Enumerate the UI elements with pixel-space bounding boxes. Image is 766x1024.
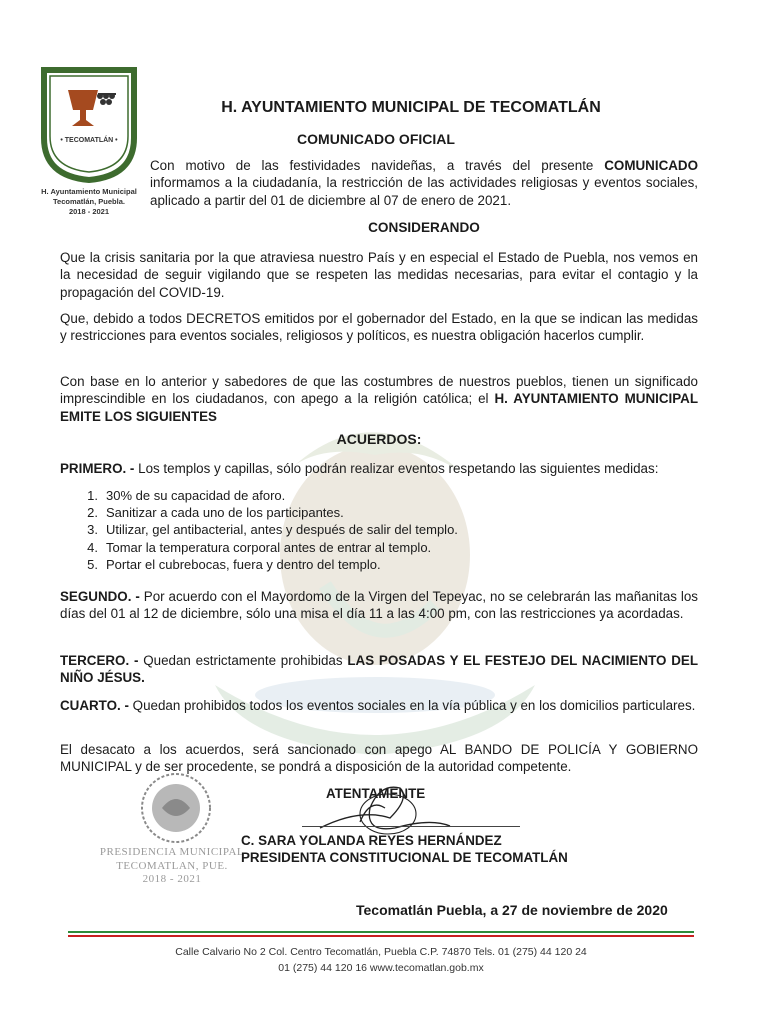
list-number: 2. [87,505,98,521]
logo-badge-text: • TECOMATLÁN • [60,137,118,144]
intro-text-end: informamos a la ciudadanía, la restricción de las actividades religiosas y eventos sociales, aplicado a partir del 01 de diciembre al 07 de enero de 2021. [150,175,698,208]
cuarto-paragraph [60,697,698,714]
list-number: 3. [87,522,98,538]
list-item [80,556,680,573]
tercero-label: TERCERO. - [60,653,139,668]
segundo-text: Por acuerdo con el Mayordomo de la Virgen del Tepeyac, no se celebrarán las mañanitas los días del 01 al 12 de diciembre, sólo una misa el día 11 a las 4:00 pm, con las restricciones ya acordadas. [60,589,699,622]
logo-caption-line: 2018 - 2021 [68,207,110,216]
intro-paragraph [150,157,698,209]
list-text: Utilizar, gel antibacterial, antes y después de salir del templo. [106,522,458,538]
tercero-paragraph [60,652,698,687]
paragraph-bold: H. AYUNTAMIENTO MUNICIPAL EMITE LOS SIGUIENTES [60,391,699,424]
tercero-text: Quedan estrictamente prohibidas [138,653,348,668]
list-text: 30% de su capacidad de aforo. [106,488,286,503]
seal-line: PRESIDENCIA MUNICIPAL [99,846,245,858]
signer-block [241,832,568,866]
medidas-list [80,487,680,573]
primero-label: PRIMERO. - [60,461,135,476]
atentamente-label: ATENTAMENTE [326,786,426,801]
considerando-paragraph-3 [60,373,698,425]
municipal-logo [40,66,138,184]
dateline: Tecomatlán Puebla, a 27 de noviembre de 2020 [356,902,668,918]
signer-position: PRESIDENTA CONSTITUCIONAL DE TECOMATLÁN [241,850,568,865]
footer-stripe-red [68,935,694,937]
segundo-label: SEGUNDO. - [60,589,140,604]
list-item [80,539,680,556]
list-text: Portar el cubrebocas, fuera y dentro del templo. [106,556,381,572]
list-number: 4. [87,539,98,555]
document-subtitle: COMUNICADO OFICIAL [297,131,455,147]
desacato-paragraph: El desacato a los acuerdos, será sancionado con apego AL BANDO DE POLICÍA Y GOBIERNO MUNICIPAL y de ser procedente, se pondrá a disposición de la autoridad competente. [60,742,698,775]
considerando-heading: CONSIDERANDO [368,220,480,235]
cuarto-text: Quedan prohibidos todos los eventos sociales en la vía pública y en los domicilios particulares. [128,698,696,713]
primero-paragraph [60,460,698,477]
cuarto-label: CUARTO. - [60,698,129,713]
official-seal [126,768,226,844]
signature-line [302,826,520,827]
list-item [80,504,680,521]
primero-text: Los templos y capillas, sólo podrán realizar eventos respetando las siguientes medidas: [134,461,659,476]
intro-text: Con motivo de las festividades navideñas, a través del presente [150,158,605,173]
seal-line: TECOMATLAN, PUE. [116,859,228,872]
seal-line: 2018 - 2021 [142,873,202,885]
signer-name: C. SARA YOLANDA REYES HERNÁNDEZ [241,833,502,848]
list-text: Sanitizar a cada uno de los participantes. [106,505,344,521]
list-item [80,521,680,538]
intro-bold: COMUNICADO [604,158,698,173]
tercero-bold: LAS POSADAS Y EL FESTEJO DEL NACIMIENTO DEL NIÑO JÉSUS. [60,653,699,686]
list-text: Tomar la temperatura corporal antes de entrar al templo. [106,539,432,555]
footer-contact: 01 (275) 44 120 16 www.tecomatlan.gob.mx [278,962,484,974]
acuerdos-heading: ACUERDOS: [336,431,422,447]
seal-text [92,846,252,887]
logo-caption [30,187,148,217]
document-title: H. AYUNTAMIENTO MUNICIPAL DE TECOMATLÁN [221,99,601,116]
segundo-paragraph [60,588,698,623]
considerando-paragraph-2: Que, debido a todos DECRETOS emitidos por el gobernador del Estado, en la que se indican las medidas y restricciones para eventos sociales, religiosos y políticos, es nuestra obligación hacerlos cumplir. [60,311,698,344]
considerando-paragraph-1: Que la crisis sanitaria por la que atraviesa nuestro País y en especial el Estado de Puebla, nos vemos en la necesidad de seguir vigilando que se respeten las medidas necesarias, para evitar el contagio y la propagación del COVID-19. [60,250,698,300]
list-number: 5. [87,556,98,572]
footer-address: Calle Calvario No 2 Col. Centro Tecomatlán, Puebla C.P. 74870 Tels. 01 (275) 44 120 24 [175,946,587,958]
logo-caption-line: Tecomatlán, Puebla. [53,197,125,206]
logo-caption-line: H. Ayuntamiento Municipal [41,187,137,196]
list-number: 1. [87,488,98,503]
list-item [80,487,680,504]
paragraph-text: Con base en lo anterior y sabedores de que las costumbres de nuestros pueblos, tienen un significado imprescindible en los ciudadanos, con apego a la religión católica; el [60,374,698,407]
